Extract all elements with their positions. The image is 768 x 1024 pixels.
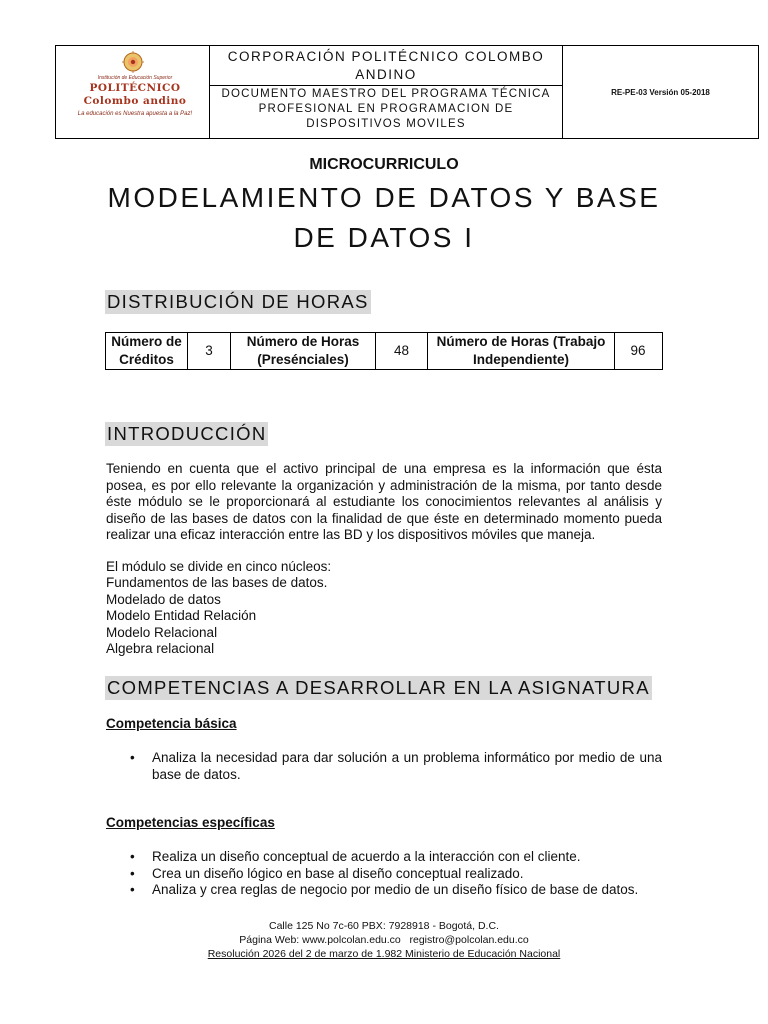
section-introduccion: INTRODUCCIÓN [107,423,267,444]
module-item: Modelo Relacional [106,625,218,640]
module-item: Algebra relacional [106,641,215,656]
footer-address: Calle 125 No 7c-60 PBX: 7928918 - Bogotá, D.C. [269,920,499,932]
course-title: MODELAMIENTO DE DATOS Y BASE DE DATOS I [107,182,661,253]
module-item: Modelo Entidad Relación [106,608,257,623]
footer-resolution: Resolución 2026 del 2 de marzo de 1.982 Ministerio de Educación Nacional [207,948,561,960]
competencia-especifica-text: Analiza y crea reglas de negocio por medio de un diseño físico de base de datos. [152,882,639,897]
module-item: Fundamentos de las bases de datos. [106,575,328,590]
independiente-label: Número de Horas (Trabajo Independiente) [428,333,615,369]
competencia-especifica-text: Crea un diseño lógico en base al diseño conceptual realizado. [152,866,524,881]
bullet-icon: • [130,750,135,765]
competencias-especificas-title: Competencias específicas [106,815,275,830]
logo-institution-text: Institución de Educación Superior [97,75,173,81]
hours-table [105,332,663,370]
document-program-name: DOCUMENTO MAESTRO DEL PROGRAMA TÉCNICA PROFESIONAL EN PROGRAMACION DE DISPOSITIVOS MOVILES [221,88,551,130]
bullet-icon: • [130,849,135,864]
presenciales-value: 48 [376,333,428,369]
creditos-value: 3 [188,333,231,369]
footer-web: Página Web: www.polcolan.edu.co registro@polcolan.edu.co [239,934,529,946]
document-code: RE-PE-03 Versión 05-2018 [611,87,710,97]
logo-cell [56,46,210,138]
presenciales-label: Número de Horas (Presénciales) [231,333,376,369]
institution-logo [76,51,194,133]
seal-icon [118,51,148,73]
section-competencias: COMPETENCIAS A DESARROLLAR EN LA ASIGNATURA [107,677,650,698]
logo-slogan: La educación es Nuestra apuesta a la Paz! [77,111,193,117]
list-item [130,750,662,783]
modules-intro: El módulo se divide en cinco núcleos: [106,559,332,574]
bullet-icon: • [130,866,135,881]
competencia-basica-title: Competencia básica [106,716,237,731]
module-item: Modelado de datos [106,592,221,607]
creditos-label: Número de Créditos [106,333,188,369]
microcurriculo-label: MICROCURRICULO [309,156,459,173]
header-table [55,45,759,139]
competencia-basica-text: Analiza la necesidad para dar solución a un problema informático por medio de una base de datos. [152,750,662,782]
independiente-value: 96 [630,343,646,358]
list-item [130,866,662,883]
header-middle-cell [210,46,563,138]
intro-paragraph: Teniendo en cuenta que el activo principal de una empresa es la información que ésta posea, es por ello relevante la organización y administración de la misma, por tanto desde éste módulo se le proporcionará al estudiante los conocimientos relevantes al análisis y diseño de las bases de datos con la finalidad de que éste en determinado momento pueda realizar una eficaz interacción entre las BD y los dispositivos móviles que maneja. [106,461,662,542]
section-distribucion-horas: DISTRIBUCIÓN DE HORAS [107,291,369,312]
corporation-name: CORPORACIÓN POLITÉCNICO COLOMBO ANDINO [227,49,545,82]
logo-name-line2: Colombo andino [83,95,187,107]
list-item [130,882,662,899]
bullet-icon: • [130,882,135,897]
list-item [130,849,662,866]
logo-name-line1: POLITÉCNICO [89,82,181,94]
corporation-cell [210,46,562,86]
competencia-especifica-text: Realiza un diseño conceptual de acuerdo a la interacción con el cliente. [152,849,581,864]
